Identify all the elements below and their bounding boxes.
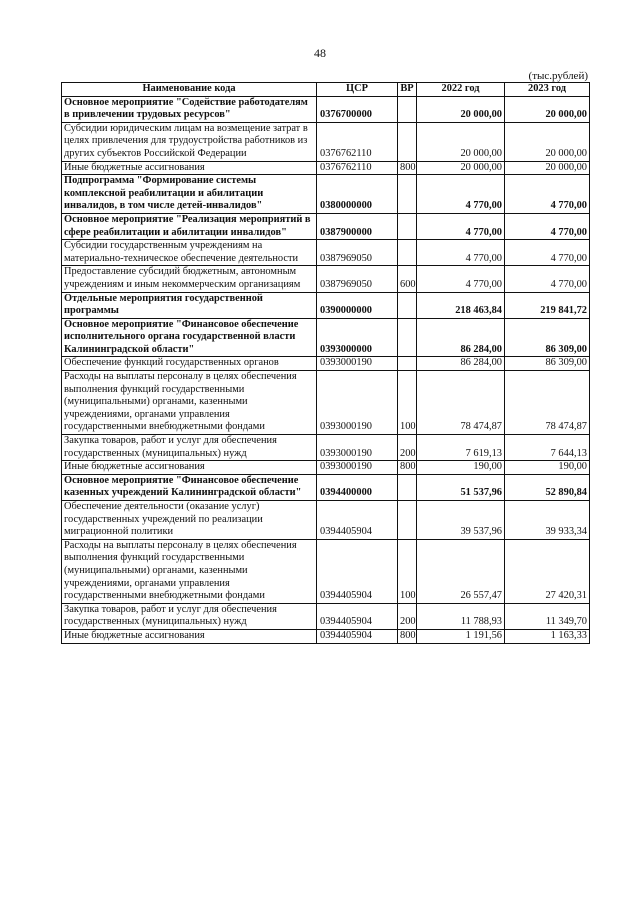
cell-2023: 86 309,00 xyxy=(505,357,590,371)
table-row xyxy=(62,539,590,603)
cell-vr: 100 xyxy=(398,539,417,603)
table-row xyxy=(62,96,590,122)
cell-csr: 0394405904 xyxy=(317,603,398,629)
cell-name: Основное мероприятие "Финансовое обеспечение казенных учреждений Калининградской области" xyxy=(62,474,317,500)
header-2022: 2022 год xyxy=(417,83,505,97)
cell-vr xyxy=(398,357,417,371)
cell-2023: 4 770,00 xyxy=(505,175,590,214)
budget-table xyxy=(61,82,590,644)
cell-csr: 0387900000 xyxy=(317,213,398,239)
cell-csr: 0387969050 xyxy=(317,266,398,292)
cell-2022: 78 474,87 xyxy=(417,371,505,435)
cell-2023: 7 644,13 xyxy=(505,435,590,461)
cell-name: Закупка товаров, работ и услуг для обеспечения государственных (муниципальных) нужд xyxy=(62,435,317,461)
cell-csr: 0376762110 xyxy=(317,122,398,161)
cell-vr: 100 xyxy=(398,371,417,435)
cell-2023: 4 770,00 xyxy=(505,266,590,292)
cell-vr xyxy=(398,292,417,318)
cell-vr xyxy=(398,122,417,161)
cell-name: Обеспечение деятельности (оказание услуг) государственных учреждений по реализации миграционной политики xyxy=(62,501,317,540)
cell-csr: 0394405904 xyxy=(317,629,398,643)
cell-vr: 200 xyxy=(398,603,417,629)
cell-name: Основное мероприятие "Финансовое обеспечение исполнительного органа государственной власти Калининградской области" xyxy=(62,318,317,357)
cell-2022: 1 191,56 xyxy=(417,629,505,643)
table-row xyxy=(62,213,590,239)
cell-vr: 600 xyxy=(398,266,417,292)
cell-2023: 52 890,84 xyxy=(505,474,590,500)
header-name: Наименование кода xyxy=(62,83,317,97)
cell-csr: 0380000000 xyxy=(317,175,398,214)
header-2023: 2023 год xyxy=(505,83,590,97)
table-body xyxy=(62,96,590,643)
table-row xyxy=(62,240,590,266)
cell-2023: 27 420,31 xyxy=(505,539,590,603)
cell-2022: 218 463,84 xyxy=(417,292,505,318)
cell-2022: 190,00 xyxy=(417,461,505,475)
cell-name: Расходы на выплаты персоналу в целях обеспечения выполнения функций государственными (муниципальными) органами, казенными учреждениями, органами управления государственными внебюджетными фондами xyxy=(62,539,317,603)
table-row xyxy=(62,266,590,292)
cell-vr xyxy=(398,175,417,214)
cell-2022: 4 770,00 xyxy=(417,175,505,214)
cell-name: Иные бюджетные ассигнования xyxy=(62,461,317,475)
table-row xyxy=(62,474,590,500)
cell-2023: 4 770,00 xyxy=(505,240,590,266)
table-header-row xyxy=(62,83,590,97)
cell-2022: 7 619,13 xyxy=(417,435,505,461)
cell-name: Иные бюджетные ассигнования xyxy=(62,629,317,643)
header-vr: ВР xyxy=(398,83,417,97)
header-csr: ЦСР xyxy=(317,83,398,97)
cell-2023: 20 000,00 xyxy=(505,161,590,175)
cell-2022: 11 788,93 xyxy=(417,603,505,629)
page-number: 48 xyxy=(314,46,326,60)
cell-csr: 0393000190 xyxy=(317,461,398,475)
table-row xyxy=(62,371,590,435)
cell-vr: 800 xyxy=(398,629,417,643)
table-row xyxy=(62,175,590,214)
cell-2023: 219 841,72 xyxy=(505,292,590,318)
cell-vr xyxy=(398,96,417,122)
cell-name: Обеспечение функций государственных органов xyxy=(62,357,317,371)
table-row xyxy=(62,629,590,643)
cell-vr: 200 xyxy=(398,435,417,461)
cell-2022: 4 770,00 xyxy=(417,240,505,266)
cell-2022: 51 537,96 xyxy=(417,474,505,500)
cell-2023: 11 349,70 xyxy=(505,603,590,629)
table-row xyxy=(62,501,590,540)
cell-2023: 4 770,00 xyxy=(505,213,590,239)
table-row xyxy=(62,461,590,475)
cell-csr: 0376700000 xyxy=(317,96,398,122)
table-row xyxy=(62,292,590,318)
cell-csr: 0393000190 xyxy=(317,371,398,435)
cell-csr: 0393000190 xyxy=(317,357,398,371)
table-row xyxy=(62,318,590,357)
cell-csr: 0394400000 xyxy=(317,474,398,500)
cell-name: Расходы на выплаты персоналу в целях обеспечения выполнения функций государственными (муниципальными) органами, казенными учреждениями, органами управления государственными внебюджетными фондами xyxy=(62,371,317,435)
table-row xyxy=(62,161,590,175)
cell-name: Субсидии государственным учреждениям на материально-техническое обеспечение деятельности xyxy=(62,240,317,266)
cell-csr: 0376762110 xyxy=(317,161,398,175)
cell-2023: 20 000,00 xyxy=(505,122,590,161)
cell-2023: 78 474,87 xyxy=(505,371,590,435)
cell-name: Закупка товаров, работ и услуг для обеспечения государственных (муниципальных) нужд xyxy=(62,603,317,629)
cell-2022: 20 000,00 xyxy=(417,161,505,175)
cell-2023: 20 000,00 xyxy=(505,96,590,122)
cell-name: Основное мероприятие "Реализация мероприятий в сфере реабилитации и абилитации инвалидов" xyxy=(62,213,317,239)
cell-2023: 190,00 xyxy=(505,461,590,475)
cell-2022: 26 557,47 xyxy=(417,539,505,603)
cell-name: Основное мероприятие "Содействие работодателям в привлечении трудовых ресурсов" xyxy=(62,96,317,122)
cell-name: Субсидии юридическим лицам на возмещение затрат в целях привлечения для трудоустройства работников из других субъектов Российской Федерации xyxy=(62,122,317,161)
cell-vr xyxy=(398,240,417,266)
cell-vr: 800 xyxy=(398,461,417,475)
cell-name: Подпрограмма "Формирование системы комплексной реабилитации и абилитации инвалидов, в том числе детей-инвалидов" xyxy=(62,175,317,214)
table-row xyxy=(62,435,590,461)
cell-2023: 86 309,00 xyxy=(505,318,590,357)
table-row xyxy=(62,122,590,161)
cell-2022: 86 284,00 xyxy=(417,318,505,357)
cell-vr xyxy=(398,318,417,357)
cell-name: Отдельные мероприятия государственной программы xyxy=(62,292,317,318)
units-label: (тыс.рублей) xyxy=(528,70,588,82)
cell-vr xyxy=(398,213,417,239)
cell-name: Иные бюджетные ассигнования xyxy=(62,161,317,175)
cell-2022: 39 537,96 xyxy=(417,501,505,540)
cell-vr xyxy=(398,474,417,500)
cell-2023: 1 163,33 xyxy=(505,629,590,643)
cell-csr: 0394405904 xyxy=(317,501,398,540)
cell-2022: 4 770,00 xyxy=(417,266,505,292)
table-row xyxy=(62,357,590,371)
cell-csr: 0390000000 xyxy=(317,292,398,318)
cell-csr: 0394405904 xyxy=(317,539,398,603)
cell-2023: 39 933,34 xyxy=(505,501,590,540)
cell-2022: 4 770,00 xyxy=(417,213,505,239)
table-row xyxy=(62,603,590,629)
cell-vr xyxy=(398,501,417,540)
cell-2022: 20 000,00 xyxy=(417,96,505,122)
cell-vr: 800 xyxy=(398,161,417,175)
cell-csr: 0393000190 xyxy=(317,435,398,461)
cell-name: Предоставление субсидий бюджетным, автономным учреждениям и иным некоммерческим организациям xyxy=(62,266,317,292)
cell-csr: 0393000000 xyxy=(317,318,398,357)
cell-csr: 0387969050 xyxy=(317,240,398,266)
cell-2022: 86 284,00 xyxy=(417,357,505,371)
cell-2022: 20 000,00 xyxy=(417,122,505,161)
